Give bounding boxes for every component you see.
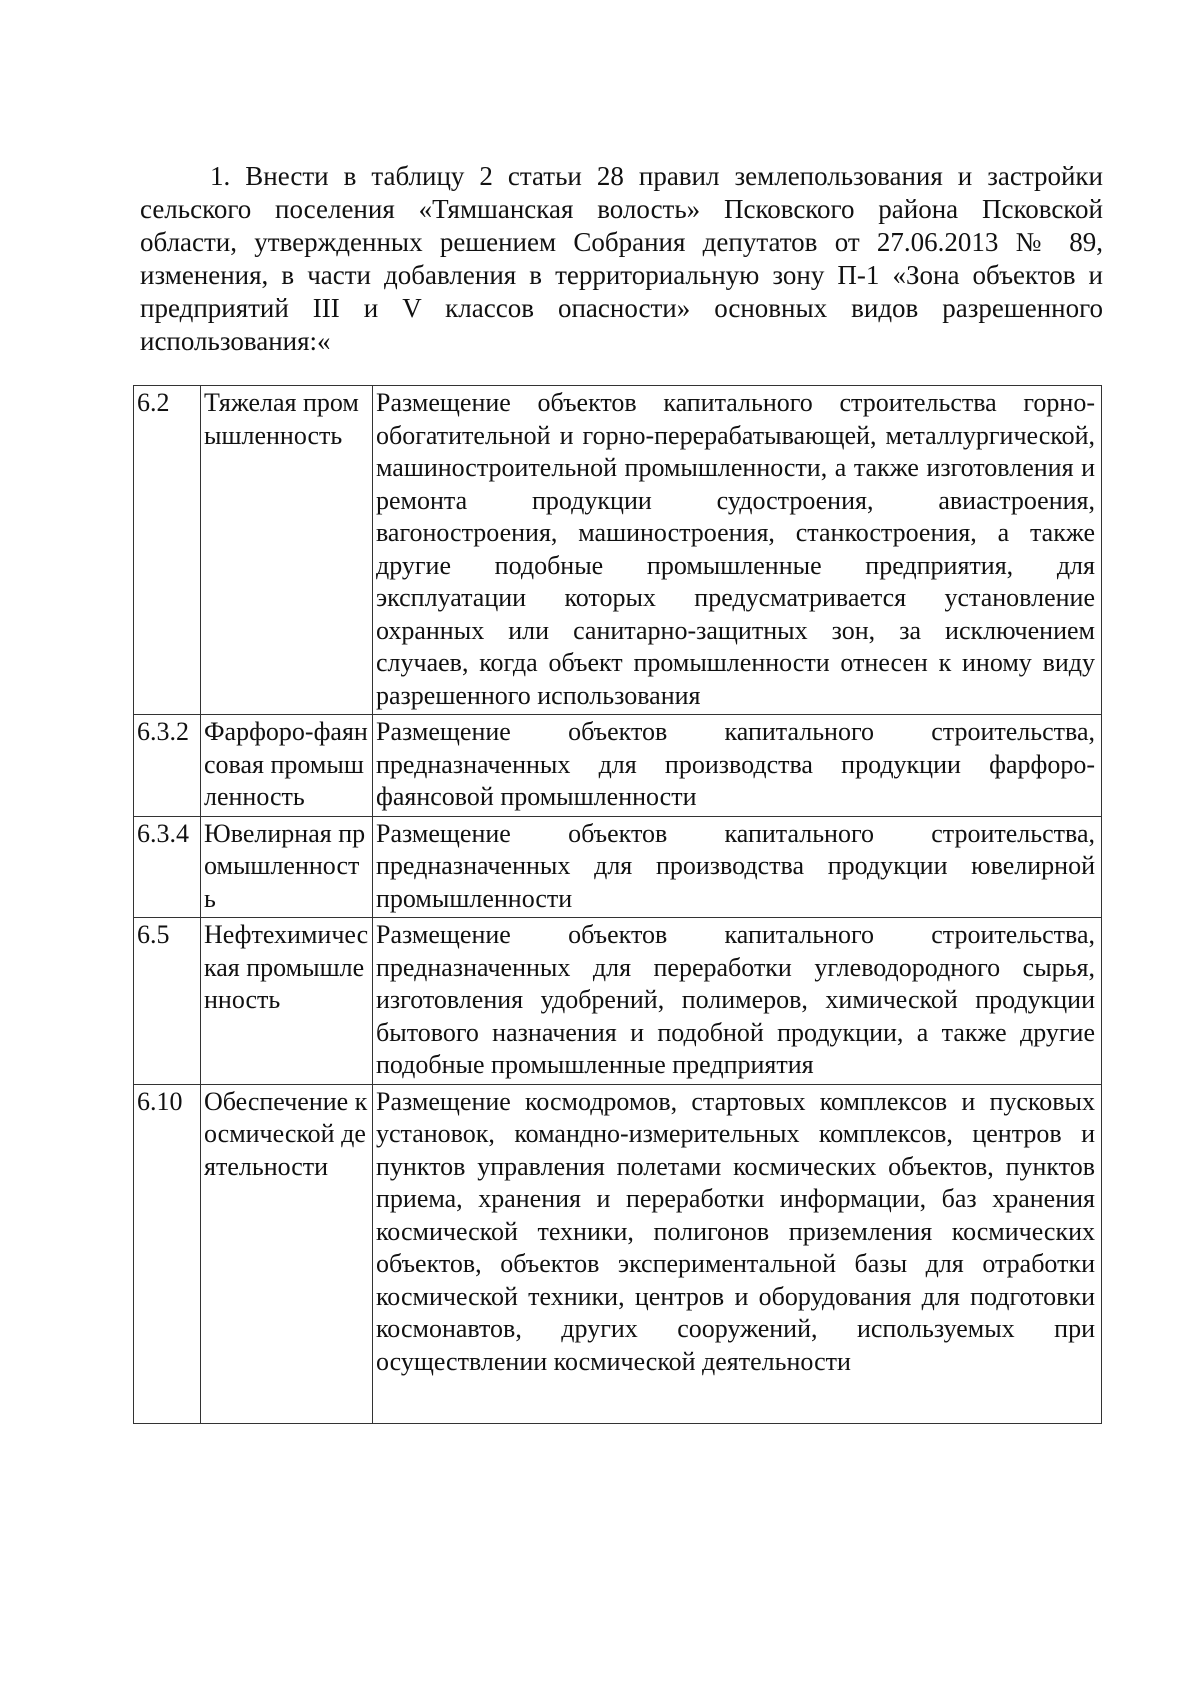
use-name: Фарфоро-фаянсовая промышленность: [201, 715, 373, 817]
table-row: [134, 1084, 1102, 1423]
use-code: 6.2: [134, 386, 201, 715]
use-name: Ювелирная промышленность: [201, 816, 373, 918]
use-code: 6.5: [134, 918, 201, 1085]
table-row: [134, 918, 1102, 1085]
use-code: 6.3.4: [134, 816, 201, 918]
intro-paragraph: 1. Внести в таблицу 2 статьи 28 правил землепользования и застройки сельского поселения «Тямшанская волость» Псковского района Псковской области, утвержденных решением Собрания депутатов от 27.06.2013 № 89, изменения, в части добавления в территориальную зону П-1 «Зона объектов и предприятий III и V классов опасности» основных видов разрешенного использования:«: [140, 161, 1103, 356]
use-description: Размещение объектов капитального строительства, предназначенных для производства продукции ювелирной промышленности: [373, 816, 1102, 918]
table-row: [134, 816, 1102, 918]
use-description: Размещение объектов капитального строительства, предназначенных для производства продукции фарфоро-фаянсовой промышленности: [373, 715, 1102, 817]
use-description: Размещение объектов капитального строительства, предназначенных для переработки углеводородного сырья, изготовления удобрений, полимеров, химической продукции бытового назначения и подобной продукции, а также другие подобные промышленные предприятия: [373, 918, 1102, 1085]
use-description: Размещение объектов капитального строительства горно-обогатительной и горно-перерабатывающей, металлургической, машиностроительной промышленности, а также изготовления и ремонта продукции судостроения, авиастроения, вагоностроения, машиностроения, станкостроения, а также другие подобные промышленные предприятия, для эксплуатации которых предусматривается установление охранных или санитарно-защитных зон, за исключением случаев, когда объект промышленности отнесен к иному виду разрешенного использования: [373, 386, 1102, 715]
use-code: 6.10: [134, 1084, 201, 1423]
use-name: Обеспечение космической деятельности: [201, 1084, 373, 1423]
table-row: [134, 386, 1102, 715]
use-code: 6.3.2: [134, 715, 201, 817]
table-row: [134, 715, 1102, 817]
land-use-table: [133, 385, 1102, 1424]
use-name: Нефтехимическая промышленность: [201, 918, 373, 1085]
use-name: Тяжелая промышленность: [201, 386, 373, 715]
use-description: Размещение космодромов, стартовых комплексов и пусковых установок, командно-измерительных комплексов, центров и пунктов управления полетами космических объектов, пунктов приема, хранения и переработки информации, баз хранения космической техники, полигонов приземления космических объектов, объектов экспериментальной базы для отработки космической техники, центров и оборудования для подготовки космонавтов, других сооружений, используемых при осуществлении космической деятельности: [373, 1084, 1102, 1423]
